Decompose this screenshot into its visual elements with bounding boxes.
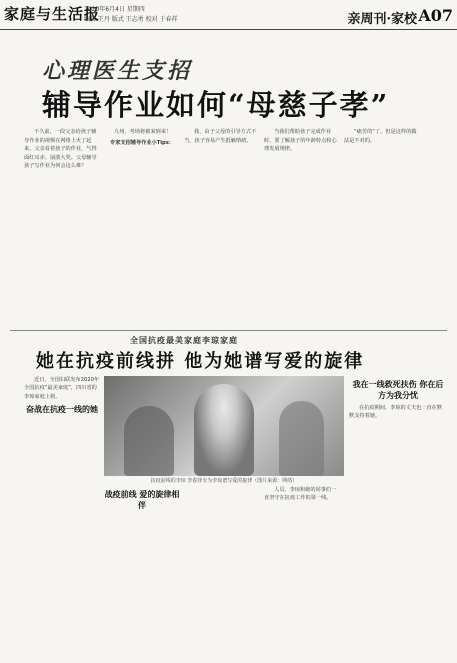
article2-headline: 她在抗疫前线拼 他为她谱写爱的旋律 [36, 351, 365, 372]
article1-subheading: 专家支招辅导作业小Tips： [110, 139, 174, 146]
article1-headline: 辅导作业如何“母慈子孝” [42, 88, 390, 122]
article2-col4-text: 人员，李琼和她的同事们一直坚守在抗疫工作的第一线。 [264, 487, 337, 502]
newspaper-brand: 家庭与生活报 [4, 5, 101, 23]
article2-column-1 [24, 376, 100, 658]
article1-col2-text: 九州，考场将被来到来！ [114, 129, 172, 135]
photo-caption: 抗疫前线的李琼 李春泽专为李琼谱写爱的旋律（图片来源：网络） [150, 478, 298, 484]
article1-column-3 [184, 128, 260, 328]
article1-kicker: 心理医生支招 [42, 58, 193, 84]
article2-col1-text: 近日，全国妇联发布2020年全国抗疫“最美家庭”，四川省的李琼家庭上榜。 [24, 377, 100, 400]
masthead [0, 0, 457, 30]
section-divider [10, 330, 447, 331]
article2-subheading-1: 奋战在抗疫一线的她 [26, 404, 98, 415]
article1-column-2 [104, 128, 180, 328]
article1-column-1 [24, 128, 100, 328]
article1-col5-text: “痛苦的”了，但是这样的做法是不对的。 [344, 129, 417, 144]
article1-column-5 [344, 128, 420, 328]
article2-subheading-2: 战疫前线 爱的旋律相伴 [104, 489, 180, 510]
issue-date: 2020年6月4日 星期四 [84, 6, 145, 13]
article1-column-4 [264, 128, 340, 328]
article2-subheading-3: 我在一线救死扶伤 你在后方为我分忧 [352, 379, 444, 400]
article2-column-2 [104, 486, 180, 658]
article2-col5-text: 在抗疫期间，李琼的丈夫也一直在默默支持着她。 [349, 405, 443, 420]
editor-credits: 编辑 王丹 版式 王志勇 校对 于春祥 [84, 16, 178, 23]
article2-kicker: 全国抗疫最美家庭李琼家庭 [130, 336, 238, 345]
article1-col3-text: 我，由于父母的引导方式不当，孩子容易产生抵触情绪。 [184, 129, 257, 144]
article2-column-4 [264, 486, 340, 658]
page-number: A07 [418, 6, 453, 25]
article2-column-5 [349, 376, 447, 658]
section-title: 亲周刊·家校 [347, 12, 417, 27]
news-photo [104, 376, 344, 476]
article1-col4-text: 当我们帮助孩子完成作业时，要了解孩子的年龄特点和心理发展规律。 [264, 129, 337, 153]
article1-col1-text: 不久前，一段父亲给孩子辅导作业的视频在网络上火了起来，父亲看着孩子的作业，气得面红耳赤、崩溃大哭。父母辅导孩子写作业为何会这么难？ [24, 129, 97, 170]
